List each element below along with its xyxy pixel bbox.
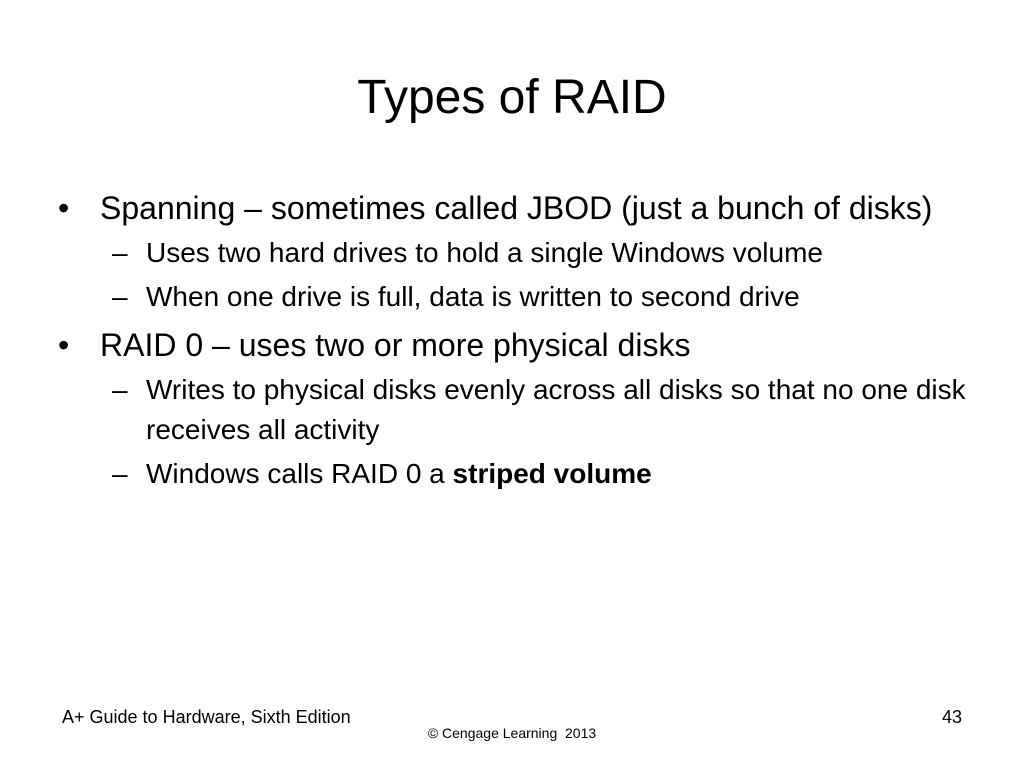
bold-term: striped volume	[452, 458, 652, 489]
slide-body	[58, 188, 978, 494]
footer-book-title: A+ Guide to Hardware, Sixth Edition	[62, 707, 351, 727]
bullet-glyph: •	[58, 327, 70, 363]
sub-bullet-item	[58, 277, 978, 317]
sub-bullet-text: Writes to physical disks evenly across all disks so that no one disk receives all activity	[146, 374, 966, 445]
footer-copyright: © Cengage Learning 2013	[427, 725, 597, 741]
dash-glyph: –	[112, 237, 128, 268]
dash-glyph: –	[112, 281, 128, 312]
sub-bullet-item	[58, 370, 978, 450]
sub-bullet-text: When one drive is full, data is written to second drive	[146, 281, 800, 312]
sub-bullet-item	[58, 454, 978, 494]
bullet-text: Spanning – sometimes called JBOD (just a bunch of disks)	[100, 190, 933, 226]
bullet-glyph: •	[58, 190, 70, 226]
page-number: 43	[941, 707, 962, 727]
sub-bullet-text: Windows calls RAID 0 a	[146, 458, 453, 489]
dash-glyph: –	[112, 374, 128, 405]
sub-bullet-item	[58, 233, 978, 273]
bullet-item	[58, 325, 978, 366]
sub-bullet-text: Uses two hard drives to hold a single Windows volume	[146, 237, 823, 268]
slide-title: Types of RAID	[357, 71, 667, 124]
bullet-text: RAID 0 – uses two or more physical disks	[100, 327, 691, 363]
bullet-item	[58, 188, 978, 229]
dash-glyph: –	[112, 458, 128, 489]
